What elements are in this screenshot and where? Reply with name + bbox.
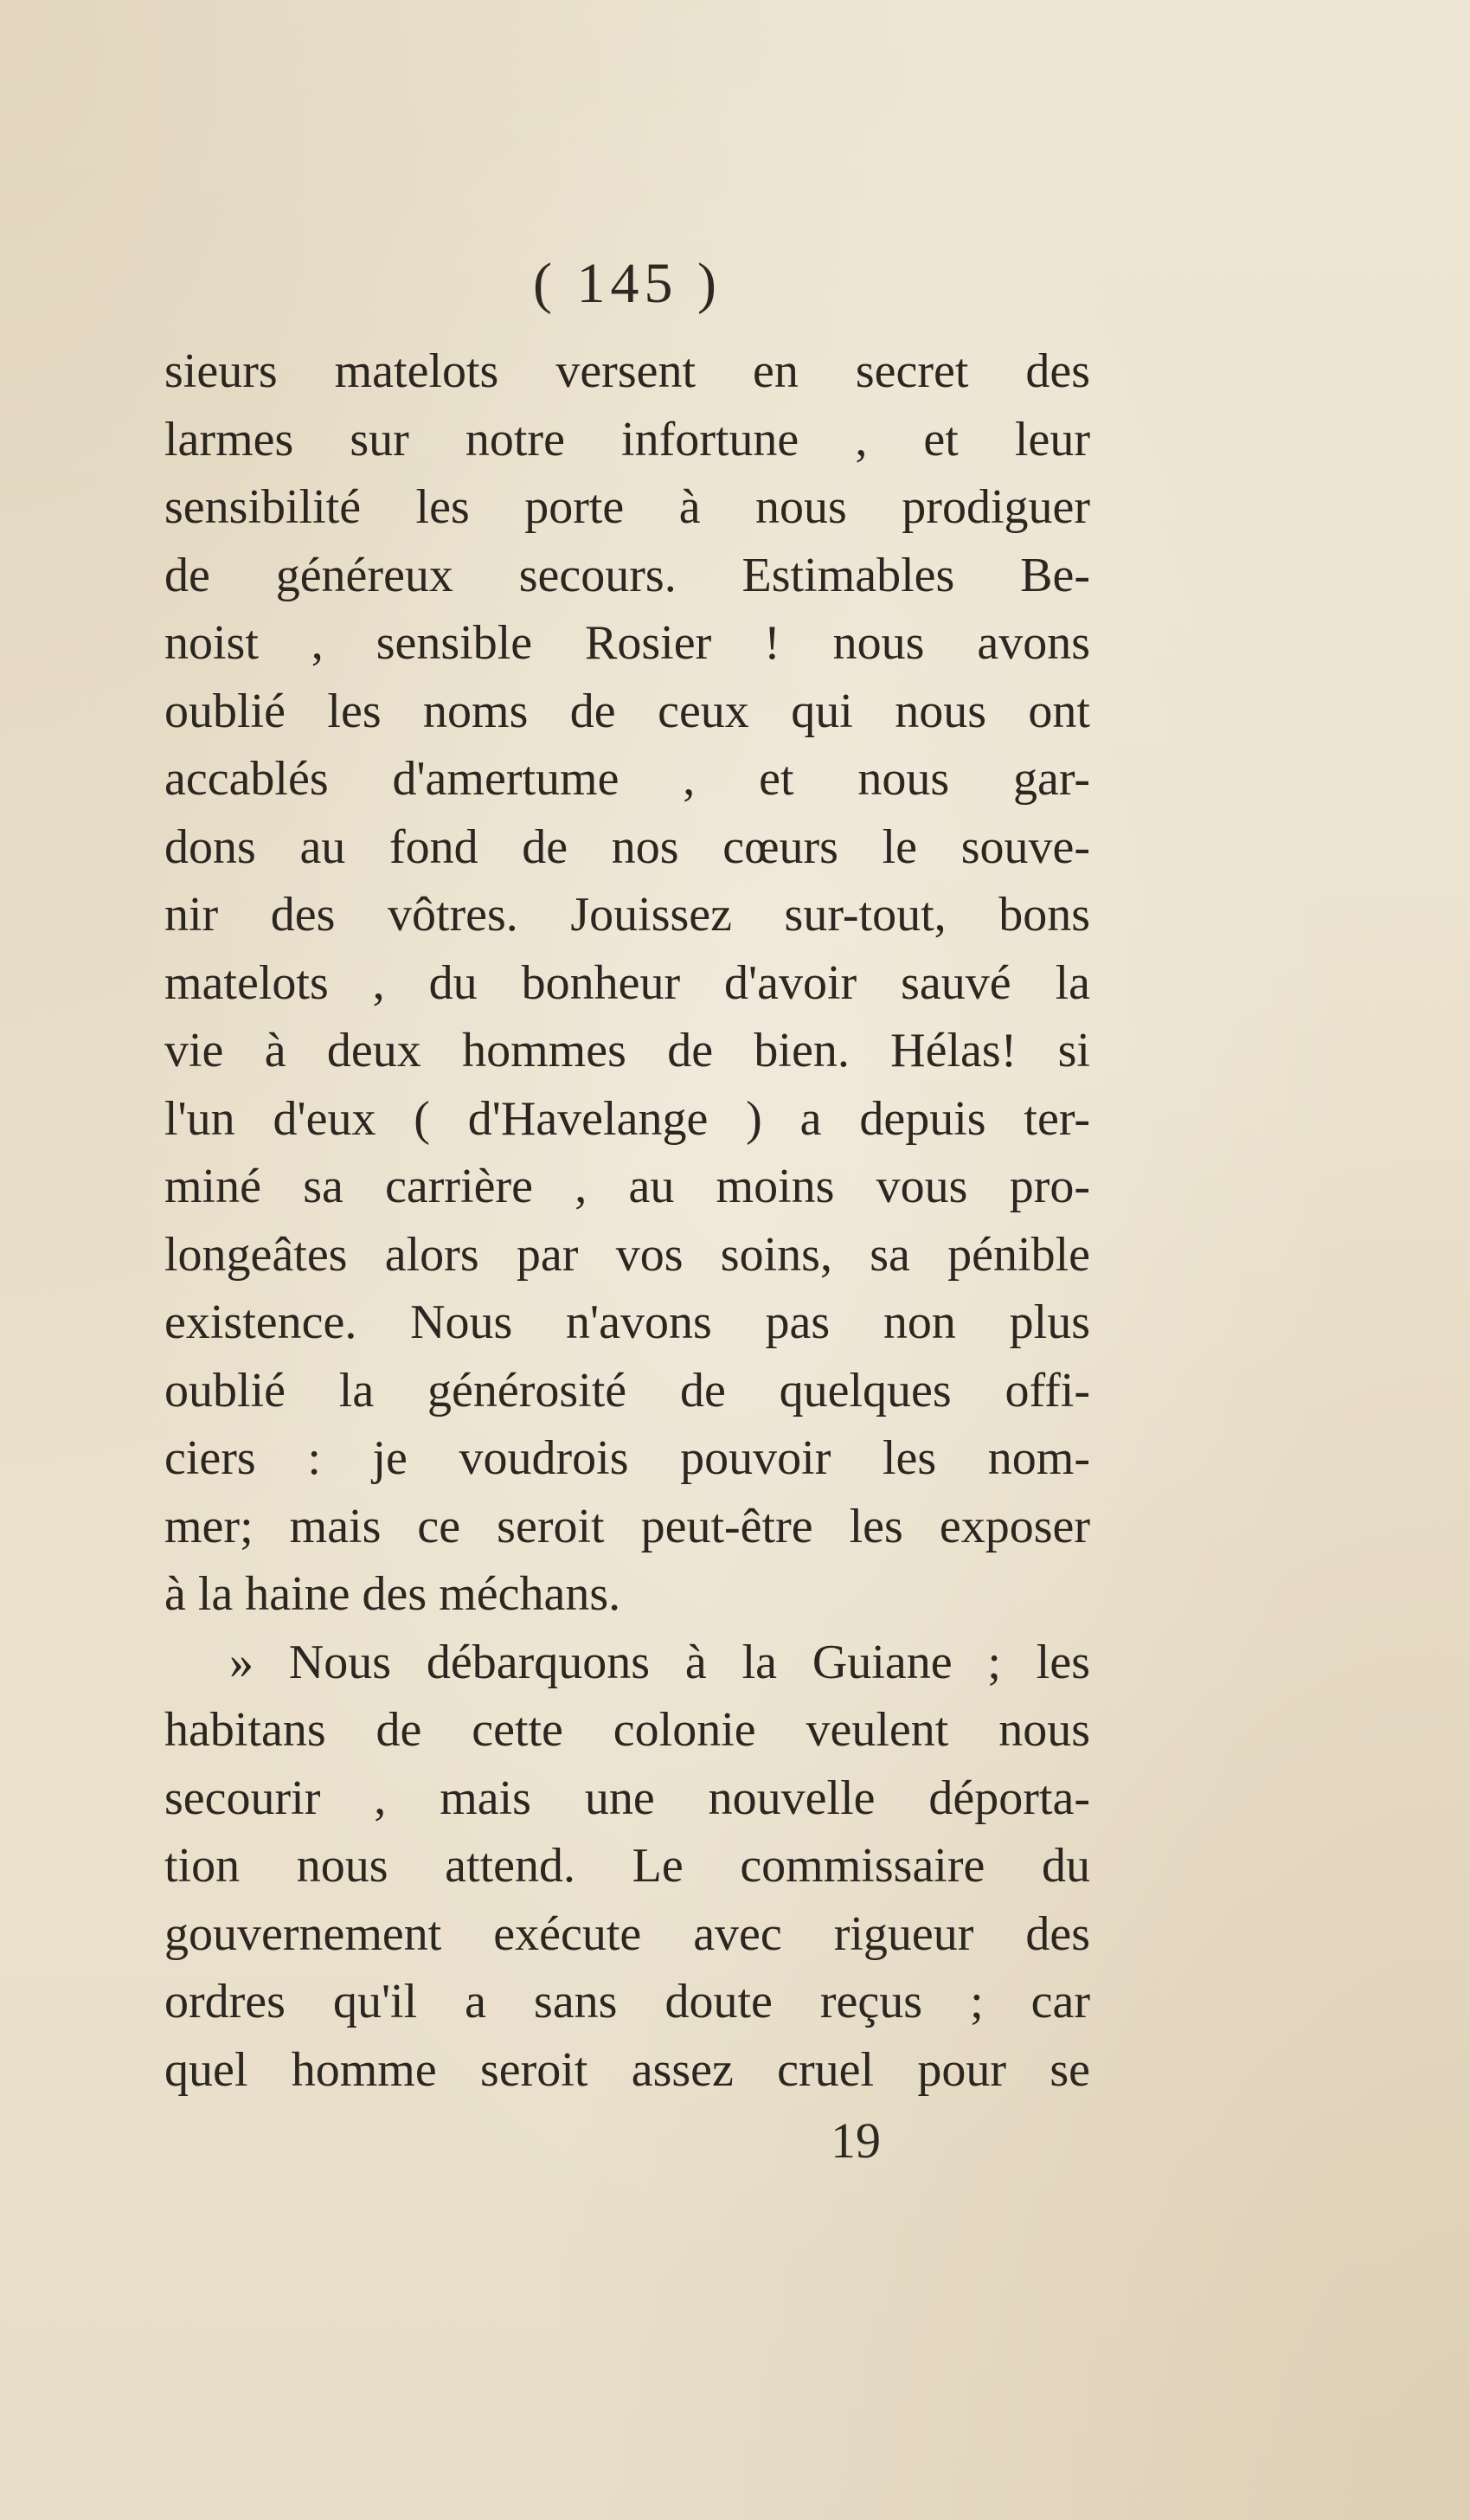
text-line: noist , sensible Rosier ! nous avons (164, 616, 1090, 670)
text-line: sensibilité les porte à nous prodiguer (164, 480, 1090, 534)
text-line: secourir , mais une nouvelle déporta- (164, 1771, 1090, 1825)
text-line: habitans de cette colonie veulent nous (164, 1703, 1090, 1757)
page-number-header: ( 145 ) (533, 252, 722, 315)
text-line: dons au fond de nos cœurs le souve- (164, 820, 1090, 874)
text-line: ordres qu'il a sans doute reçus ; car (164, 1975, 1090, 2028)
text-line: » Nous débarquons à la Guiane ; les (229, 1635, 1090, 1689)
text-line: oublié la générosité de quelques offi- (164, 1363, 1090, 1418)
text-line: quel homme seroit assez cruel pour se (164, 2042, 1090, 2097)
page-body (164, 338, 1090, 2104)
text-line: larmes sur notre infortune , et leur (164, 412, 1090, 466)
text-line: mer; mais ce seroit peut-être les exposer (164, 1499, 1090, 1553)
text-line: ciers : je voudrois pouvoir les nom- (164, 1431, 1090, 1485)
text-line: de généreux secours. Estimables Be- (164, 548, 1090, 602)
text-line: matelots , du bonheur d'avoir sauvé la (164, 955, 1090, 1010)
text-line: existence. Nous n'avons pas non plus (164, 1295, 1090, 1349)
text-line: vie à deux hommes de bien. Hélas! si (164, 1024, 1090, 1077)
text-line: oublié les noms de ceux qui nous ont (164, 684, 1090, 738)
text-line: miné sa carrière , au moins vous pro- (164, 1160, 1090, 1213)
text-line: nir des vôtres. Jouissez sur-tout, bons (164, 888, 1090, 942)
text-line: accablés d'amertume , et nous gar- (164, 752, 1090, 806)
text-line: gouvernement exécute avec rigueur des (164, 1906, 1090, 1961)
signature-mark: 19 (831, 2112, 881, 2169)
text-line: sieurs matelots versent en secret des (164, 344, 1090, 398)
text-line: tion nous attend. Le commissaire du (164, 1839, 1090, 1893)
text-line: à la haine des méchans. (164, 1567, 621, 1621)
text-line: longeâtes alors par vos soins, sa pénible (164, 1227, 1090, 1282)
text-line: l'un d'eux ( d'Havelange ) a depuis ter- (164, 1091, 1090, 1146)
